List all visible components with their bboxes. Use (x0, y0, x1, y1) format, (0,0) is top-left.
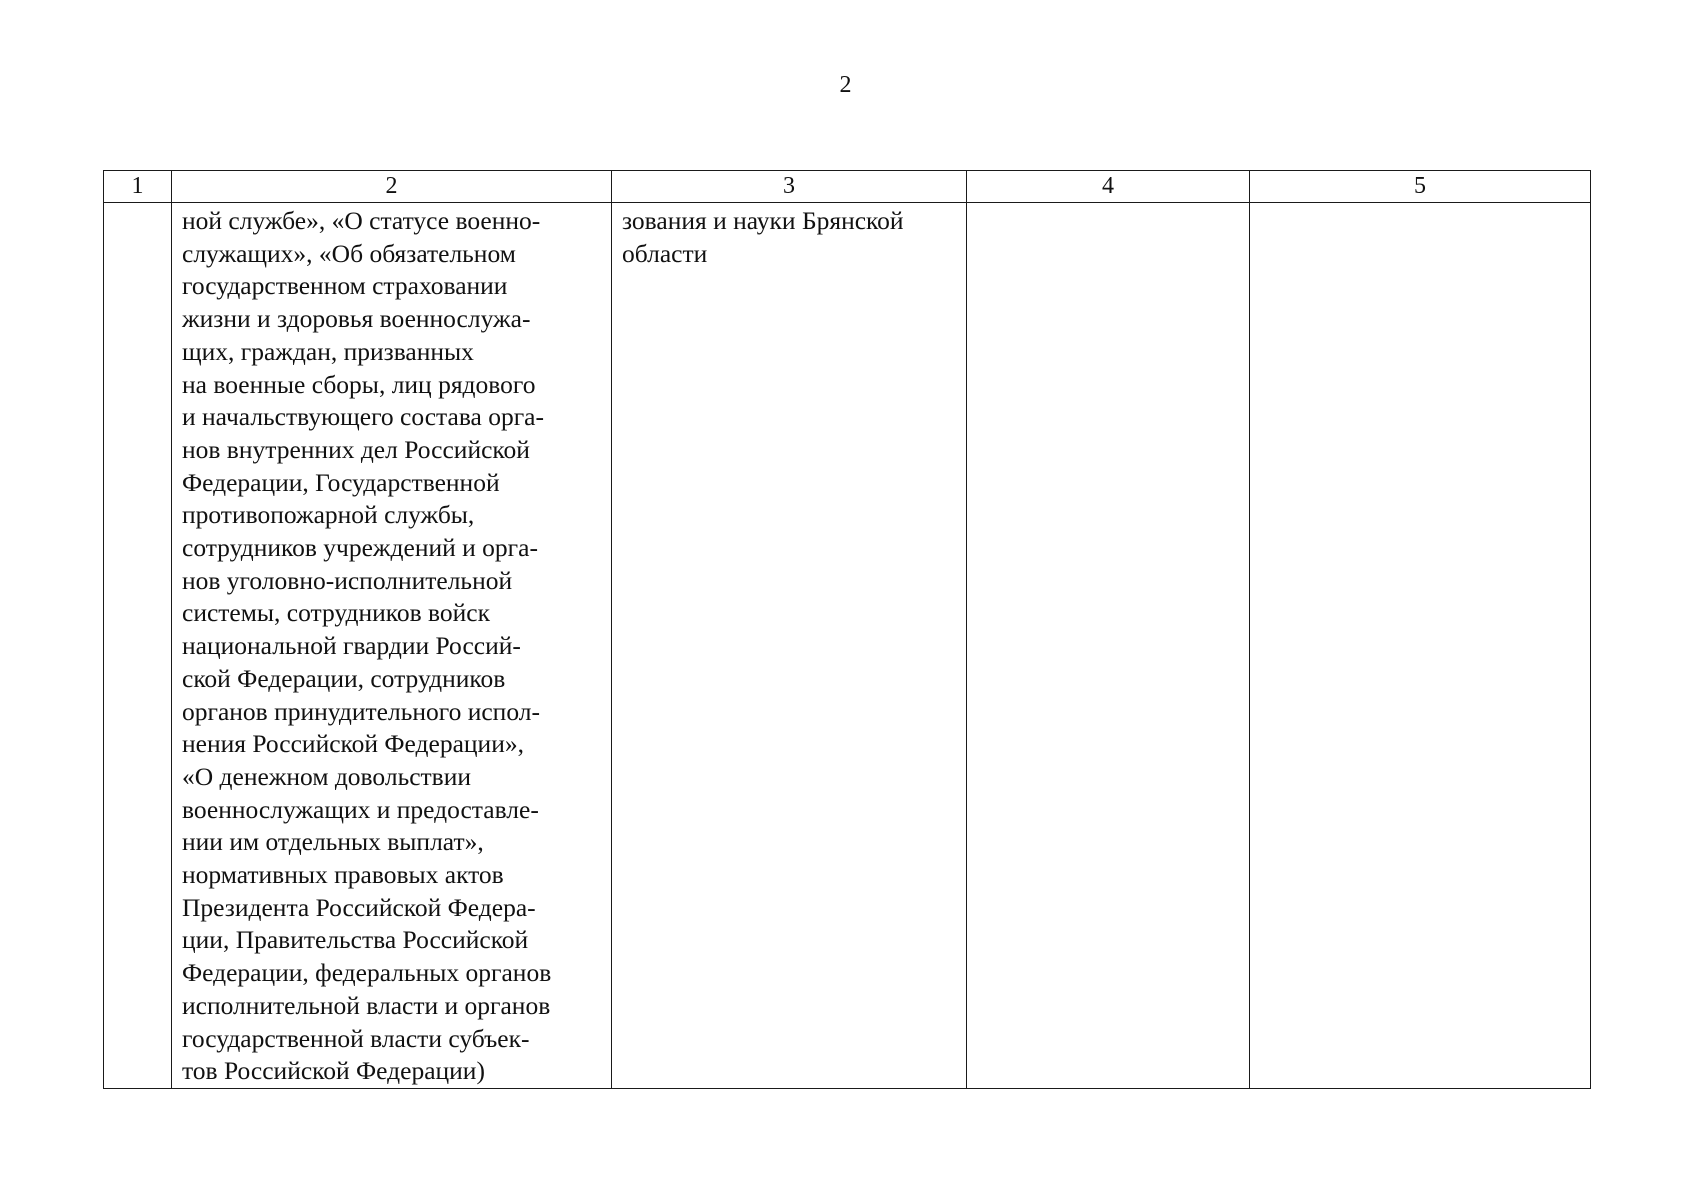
cell-text-line: национальной гвардии Россий- (182, 631, 521, 661)
cell-text-line: системы, сотрудников войск (182, 598, 491, 628)
cell-text-line: и начальствующего состава орга- (182, 402, 544, 432)
column-header-4: 4 (967, 171, 1250, 203)
column-header-3: 3 (612, 171, 967, 203)
cell-text-line: тов Российской Федерации) (182, 1056, 485, 1086)
cell-text-line: нов уголовно-исполнительной (182, 565, 513, 595)
cell-text-line: жизни и здоровья военнослужа- (182, 304, 531, 334)
cell-col-1 (104, 203, 172, 1089)
cell-text-line: на военные сборы, лиц рядового (182, 369, 536, 399)
page-number: 2 (839, 72, 852, 98)
cell-text-line: сотрудников учреждений и орга- (182, 533, 538, 563)
cell-text-line: ции, Правительства Российской (182, 925, 529, 955)
cell-col-5 (1250, 203, 1591, 1089)
cell-text-line: государственном страховании (182, 271, 508, 301)
cell-text-line: органов принудительного испол- (182, 696, 540, 726)
cell-text-line: государственной власти субъек- (182, 1023, 530, 1053)
cell-text-line: Президента Российской Федера- (182, 892, 536, 922)
cell-text-line: нов внутренних дел Российской (182, 434, 530, 464)
cell-text-line: Федерации, федеральных органов (182, 958, 552, 988)
cell-text-line: противопожарной службы, (182, 500, 475, 530)
cell-text-line: военнослужащих и предоставле- (182, 794, 539, 824)
cell-text-line: зования и науки Брянской (622, 206, 904, 235)
cell-col-3-text (612, 203, 966, 270)
document-table (103, 170, 1591, 1089)
cell-col-4 (967, 203, 1250, 1089)
table-row (104, 203, 1591, 1089)
table-header-row (104, 171, 1591, 203)
cell-text-line: нии им отдельных выплат», (182, 827, 484, 857)
cell-text-line: исполнительной власти и органов (182, 990, 551, 1020)
column-header-1: 1 (104, 171, 172, 203)
cell-text-line: области (622, 238, 708, 268)
column-header-5: 5 (1250, 171, 1591, 203)
cell-text-line: Федерации, Государственной (182, 467, 500, 497)
cell-text-line: «О денежном довольствии (182, 761, 471, 791)
cell-text-line: служащих», «Об обязательном (182, 238, 516, 268)
cell-text-line: нормативных правовых актов (182, 860, 504, 890)
cell-col-3 (612, 203, 967, 1089)
cell-text-line: нения Российской Федерации», (182, 729, 524, 759)
cell-col-2 (172, 203, 612, 1089)
cell-text-line: ской Федерации, сотрудников (182, 663, 506, 693)
cell-col-2-text (172, 203, 611, 1088)
column-header-2: 2 (172, 171, 612, 203)
cell-text-line: щих, граждан, призванных (182, 336, 474, 366)
cell-text-line: ной службе», «О статусе военно- (182, 206, 541, 235)
